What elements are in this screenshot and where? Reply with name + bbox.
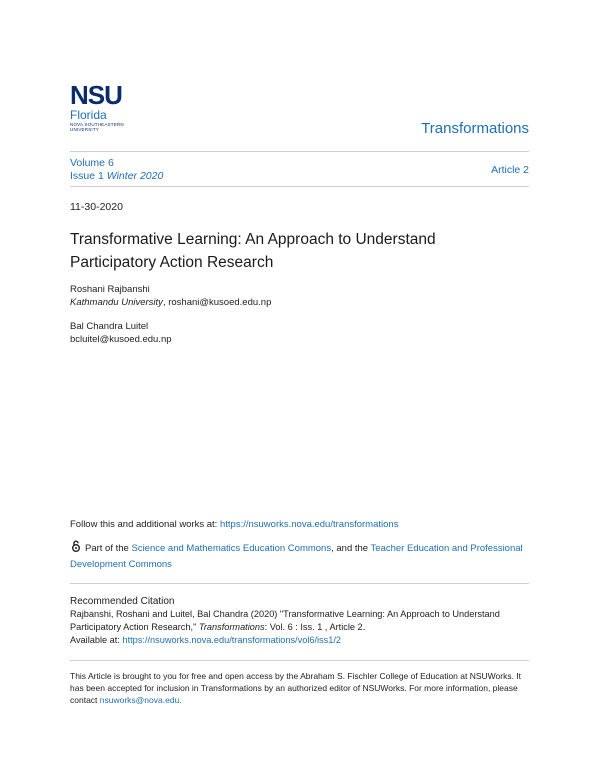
volume-link[interactable]: Volume 6 — [70, 157, 114, 169]
nsu-florida-logo — [70, 82, 140, 132]
part-of-middle: , and the — [331, 543, 371, 554]
teacher-education-commons-link[interactable]: Teacher Education and Professional Development Commons — [70, 543, 523, 570]
author-email: roshani@kusoed.edu.np — [168, 297, 272, 308]
article-title: Transformative Learning: An Approach to Understand Participatory Action Research — [70, 231, 436, 271]
logo-wordmark: NSU — [70, 80, 122, 110]
divider-top — [70, 151, 529, 152]
divider-citation — [70, 583, 529, 584]
citation-text-2: : Vol. 6 : Iss. 1 , Article 2. — [264, 622, 366, 632]
logo-line-2: UNIVERSITY — [70, 127, 100, 132]
footer-end: . — [179, 695, 182, 705]
publication-date: 11-30-2020 — [70, 201, 123, 213]
issue-season: Winter 2020 — [106, 170, 164, 182]
science-math-commons-link[interactable]: Science and Mathematics Education Commons — [131, 543, 332, 554]
author-affiliation: Kathmandu University — [70, 297, 163, 308]
issue-link[interactable] — [70, 170, 163, 183]
footer-email-link[interactable]: nsuworks@nova.edu — [99, 695, 180, 705]
issue-label: Issue 1 — [70, 170, 104, 182]
citation-url-link[interactable]: https://nsuworks.nova.edu/transformations/vol6/iss1/2 — [122, 635, 342, 645]
author-separator: , — [162, 297, 169, 308]
citation-body — [70, 608, 532, 647]
footer-note — [70, 670, 532, 706]
part-of-prefix: Part of the — [85, 543, 132, 554]
citation-journal: Transformations — [198, 622, 265, 632]
follow-url-link[interactable]: https://nsuworks.nova.edu/transformations — [219, 519, 399, 530]
citation-heading: Recommended Citation — [70, 596, 175, 607]
author-2 — [70, 320, 172, 346]
author-affiliation-line — [70, 296, 271, 309]
author-1 — [70, 283, 271, 309]
divider-header-bottom — [70, 186, 529, 187]
logo-line-1: NOVA SOUTHEASTERN — [70, 122, 124, 127]
follow-line — [70, 519, 398, 530]
citation-text-1: Rajbanshi, Roshani and Luitel, Bal Chandra (2020) "Transformative Learning: An Approach to Understand Participatory Action Research," — [70, 609, 500, 632]
journal-title-link[interactable]: Transformations — [421, 120, 529, 137]
citation-available-prefix: Available at: — [70, 635, 123, 645]
author-email: bcluitel@kusoed.edu.np — [70, 334, 172, 345]
divider-footer — [70, 660, 529, 661]
logo-subtitle: Florida — [70, 108, 107, 122]
part-of-line — [70, 540, 530, 573]
author-name: Bal Chandra Luitel — [70, 321, 149, 332]
open-access-icon — [70, 540, 82, 552]
footer-text: This Article is brought to you for free and open access by the Abraham S. Fischler College of Education at NSUWorks. It has been accepted for inclusion in Transformations by an authorized editor of NSUWorks. For more information, please contact — [70, 671, 522, 705]
follow-prefix: Follow this and additional works at: — [70, 519, 220, 530]
author-name: Roshani Rajbanshi — [70, 284, 150, 295]
volume-issue-block — [70, 157, 163, 183]
article-number-link[interactable]: Article 2 — [491, 164, 529, 176]
